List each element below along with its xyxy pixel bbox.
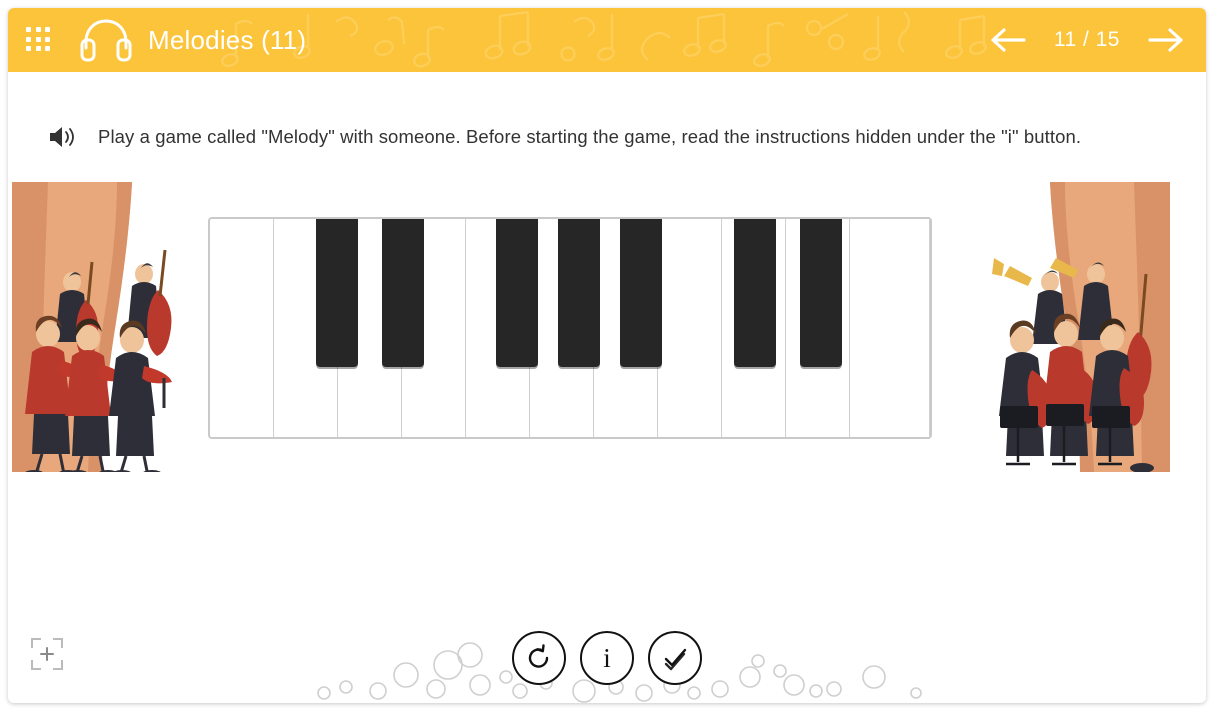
check-icon [660, 643, 690, 673]
piano-white-key[interactable] [210, 219, 274, 437]
reset-button[interactable] [512, 631, 566, 685]
header-navigation [988, 23, 1186, 57]
speaker-icon[interactable] [46, 122, 76, 152]
app-window [8, 8, 1206, 703]
piano-black-key[interactable] [496, 219, 538, 367]
reset-icon [524, 643, 554, 673]
orchestra-brass-cello-illustration [992, 182, 1170, 472]
instruction-row [8, 122, 1206, 152]
orchestra-strings-illustration [12, 182, 190, 472]
instruction-text: Play a game called "Melody" with someone. Before starting the game, read the instructions hidden under the "i" button. [98, 126, 1082, 147]
bottom-toolbar [8, 573, 1206, 703]
piano-black-key[interactable] [558, 219, 600, 367]
piano-black-key[interactable] [620, 219, 662, 367]
check-button[interactable] [648, 631, 702, 685]
headphones-icon [80, 18, 132, 62]
page-title: Melodies (11) [148, 24, 307, 55]
exercise-stage [8, 182, 1206, 512]
arrow-left-icon[interactable] [988, 23, 1028, 57]
app-header [8, 8, 1206, 72]
grid-menu-icon[interactable] [26, 27, 52, 53]
piano-keyboard[interactable] [208, 217, 932, 439]
piano-black-key[interactable] [382, 219, 424, 367]
piano-white-key[interactable] [658, 219, 722, 437]
page-indicator: 11 / 15 [1053, 28, 1120, 51]
fullscreen-expand-icon[interactable] [30, 637, 64, 671]
action-buttons [512, 631, 702, 685]
piano-black-key[interactable] [800, 219, 842, 367]
info-button[interactable]: i [580, 631, 634, 685]
piano-black-key[interactable] [316, 219, 358, 367]
arrow-right-icon[interactable] [1146, 23, 1186, 57]
piano-white-key[interactable] [850, 219, 930, 437]
piano-black-key[interactable] [734, 219, 776, 367]
